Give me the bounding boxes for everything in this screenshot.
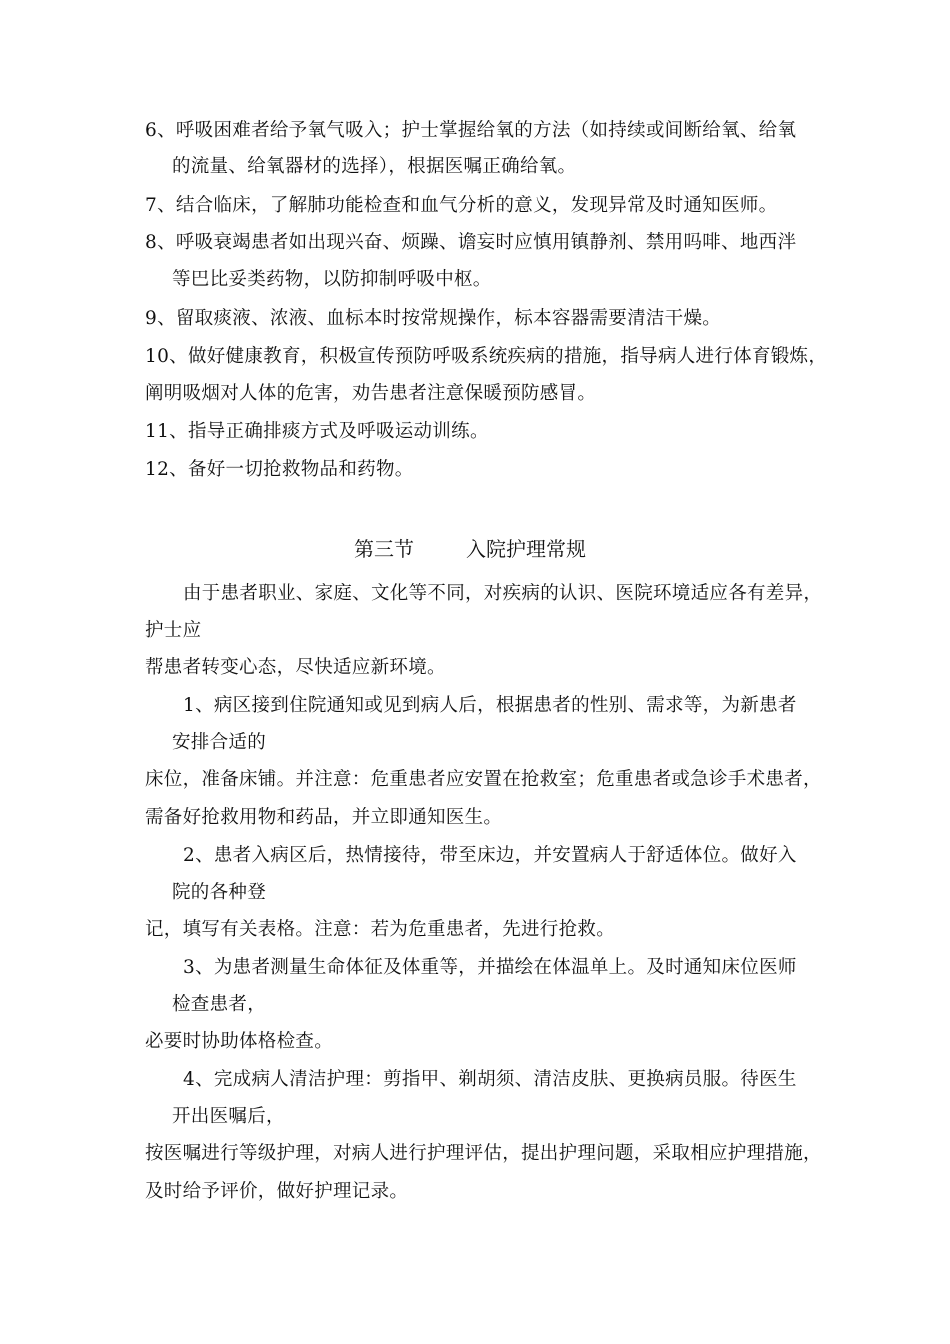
step-1-line-2: 安排合适的 bbox=[172, 732, 267, 753]
list-item-6: 6、呼吸困难者给予氧气吸入；护士掌握给氧的方法（如持续或间断给氧、给氧 bbox=[145, 120, 797, 141]
intro-line-3: 帮患者转变心态，尽快适应新环境。 bbox=[145, 657, 446, 678]
step-1-line-4: 需备好抢救用物和药品，并立即通知医生。 bbox=[145, 807, 503, 828]
section-label: 第三节 bbox=[354, 537, 414, 561]
list-item-8-wrap: 等巴比妥类药物，以防抑制呼吸中枢。 bbox=[172, 269, 492, 290]
intro-line-1: 由于患者职业、家庭、文化等不同，对疾病的认识、医院环境适应各有差异， bbox=[183, 583, 823, 604]
step-1-line-3: 床位，准备床铺。并注意：危重患者应安置在抢救室；危重患者或急诊手术患者， bbox=[145, 769, 822, 790]
step-4-line-2: 开出医嘱后， bbox=[172, 1106, 285, 1127]
step-3-line-3: 必要时协助体格检查。 bbox=[145, 1031, 334, 1052]
list-item-8: 8、呼吸衰竭患者如出现兴奋、烦躁、谵妄时应慎用镇静剂、禁用吗啡、地西泮 bbox=[145, 232, 797, 253]
intro-line-2: 护士应 bbox=[145, 620, 202, 641]
step-4-line-3: 按医嘱进行等级护理，对病人进行护理评估，提出护理问题，采取相应护理措施， bbox=[145, 1143, 822, 1164]
step-3-line-2: 检查患者， bbox=[172, 994, 267, 1015]
step-2-line-2: 院的各种登 bbox=[172, 882, 267, 903]
list-item-9: 9、留取痰液、浓液、血标本时按常规操作，标本容器需要清洁干燥。 bbox=[145, 308, 722, 329]
list-item-12: 12、备好一切抢救物品和药物。 bbox=[145, 459, 414, 480]
section-title: 入院护理常规 bbox=[466, 537, 586, 561]
list-item-10-line2: 阐明吸烟对人体的危害，劝告患者注意保暖预防感冒。 bbox=[145, 383, 597, 404]
step-4-line-1: 4、完成病人清洁护理：剪指甲、剃胡须、清洁皮肤、更换病员服。待医生 bbox=[183, 1069, 797, 1090]
list-item-10: 10、做好健康教育，积极宣传预防呼吸系统疾病的措施，指导病人进行体育锻炼， bbox=[145, 346, 828, 367]
step-4-line-4: 及时给予评价，做好护理记录。 bbox=[145, 1181, 409, 1202]
list-item-6-wrap: 的流量、给氧器材的选择），根据医嘱正确给氧。 bbox=[172, 156, 577, 177]
step-2-line-3: 记，填写有关表格。注意：若为危重患者，先进行抢救。 bbox=[145, 919, 616, 940]
list-item-11: 11、指导正确排痰方式及呼吸运动训练。 bbox=[145, 421, 489, 442]
list-item-7: 7、结合临床，了解肺功能检查和血气分析的意义，发现异常及时通知医师。 bbox=[145, 195, 778, 216]
step-2-line-1: 2、患者入病区后，热情接待，带至床边，并安置病人于舒适体位。做好入 bbox=[183, 845, 797, 866]
step-1-line-1: 1、病区接到住院通知或见到病人后，根据患者的性别、需求等，为新患者 bbox=[183, 695, 797, 716]
step-3-line-1: 3、为患者测量生命体征及体重等，并描绘在体温单上。及时通知床位医师 bbox=[183, 957, 797, 978]
section-heading bbox=[354, 535, 586, 563]
